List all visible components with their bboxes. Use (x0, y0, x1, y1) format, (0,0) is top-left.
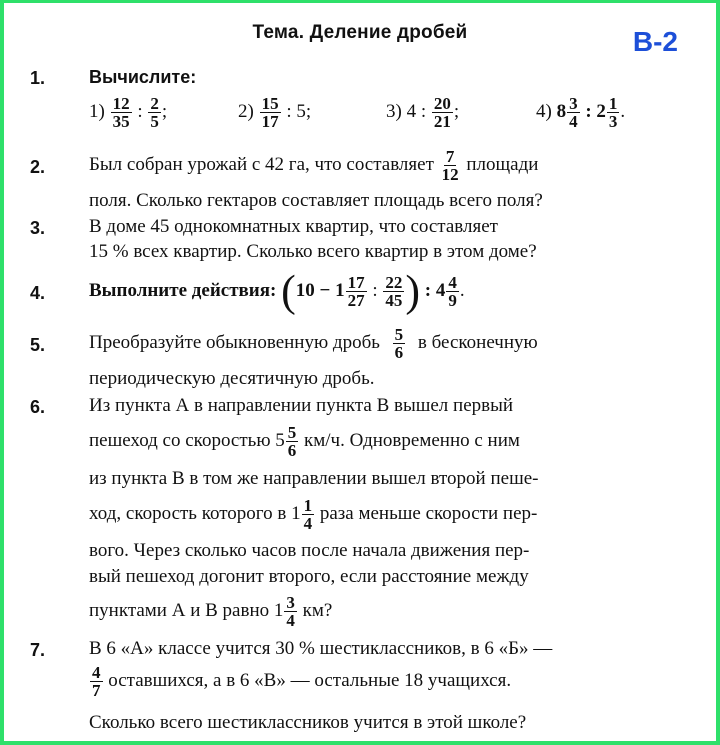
problem-5-number: 5. (30, 335, 46, 355)
problem-3-line-2: 15 % всех квартир. Сколько всего квартир в этом доме? (89, 241, 537, 262)
problem-7-line-3: Сколько всего шестиклассников учится в этой школе? (89, 712, 527, 733)
problem-4-expression: Выполните действия: (10 − 1 $\frac{17}{27}$ : $\frac{22}{45}$ ) : 4 $\frac{4}{9}$ . (89, 266, 465, 316)
problem-3-number: 3. (30, 218, 46, 238)
problem-7-line-1: В 6 «А» классе учится 30 % шестиклассников, в 6 «Б» — (89, 638, 553, 659)
problem-6-line-4: ход, скорость которого в 1 $\frac{1}{4}$ раза меньше скорости пер- (89, 496, 538, 533)
problem-6-line-7: пунктами А и В равно 1 $\frac{3}{4}$ км? (89, 593, 333, 630)
problem-2-number: 2. (30, 157, 46, 177)
problem-6-number: 6. (30, 397, 46, 417)
problem-5-line-2: периодическую десятичную дробь. (89, 368, 375, 389)
problem-1-item-1: 1) $\frac{12}{35}$ : $\frac{2}{5}$ ; (89, 94, 168, 131)
item-label: 3) (386, 100, 402, 122)
problem-3-line-1: В доме 45 однокомнатных квартир, что составляет (89, 216, 498, 237)
page-title: Тема. Деление дробей (252, 22, 468, 43)
item-label: 2) (238, 100, 254, 122)
item-label: 4) (536, 100, 552, 122)
problem-1-intro: Вычислите: (89, 67, 197, 87)
problem-1-item-4: 4) 8 $\frac{3}{4}$ : 2 $\frac{1}{3}$ . (536, 94, 626, 131)
variant-badge: В-2 (632, 26, 678, 57)
problem-6-line-6: вый пешеход догонит второго, если расстояние между (89, 566, 529, 587)
problem-5-line-1: Преобразуйте обыкновенную дробь $\frac{5}{6}$ в бесконечную (89, 325, 538, 362)
problem-2-line-2: поля. Сколько гектаров составляет площадь всего поля? (89, 190, 543, 211)
problem-6-line-3: из пункта В в том же направлении вышел второй пеше- (89, 468, 539, 489)
problem-7-line-2: $\frac{4}{7}$ оставшихся, а в 6 «В» — остальные 18 учащихся. (92, 663, 512, 700)
problem-1-number: 1. (30, 68, 46, 88)
problem-7-number: 7. (30, 640, 46, 660)
problem-1-item-2: 2) $\frac{15}{17}$ : 5; (238, 94, 312, 131)
problem-6-line-1: Из пункта А в направлении пункта В вышел первый (89, 395, 514, 416)
problem-1-item-3: 3) 4 : $\frac{20}{21}$ ; (386, 94, 460, 131)
problem-2-line-1: Был собран урожай с 42 га, что составляет $\frac{7}{12}$ площади (89, 147, 539, 184)
problem-6-line-2: пешеход со скоростью 5 $\frac{5}{6}$ км/ч. Одновременно с ним (89, 423, 520, 460)
problem-4-number: 4. (30, 283, 46, 303)
item-label: 1) (89, 100, 105, 122)
problem-6-line-5: вого. Через сколько часов после начала движения пер- (89, 540, 530, 561)
